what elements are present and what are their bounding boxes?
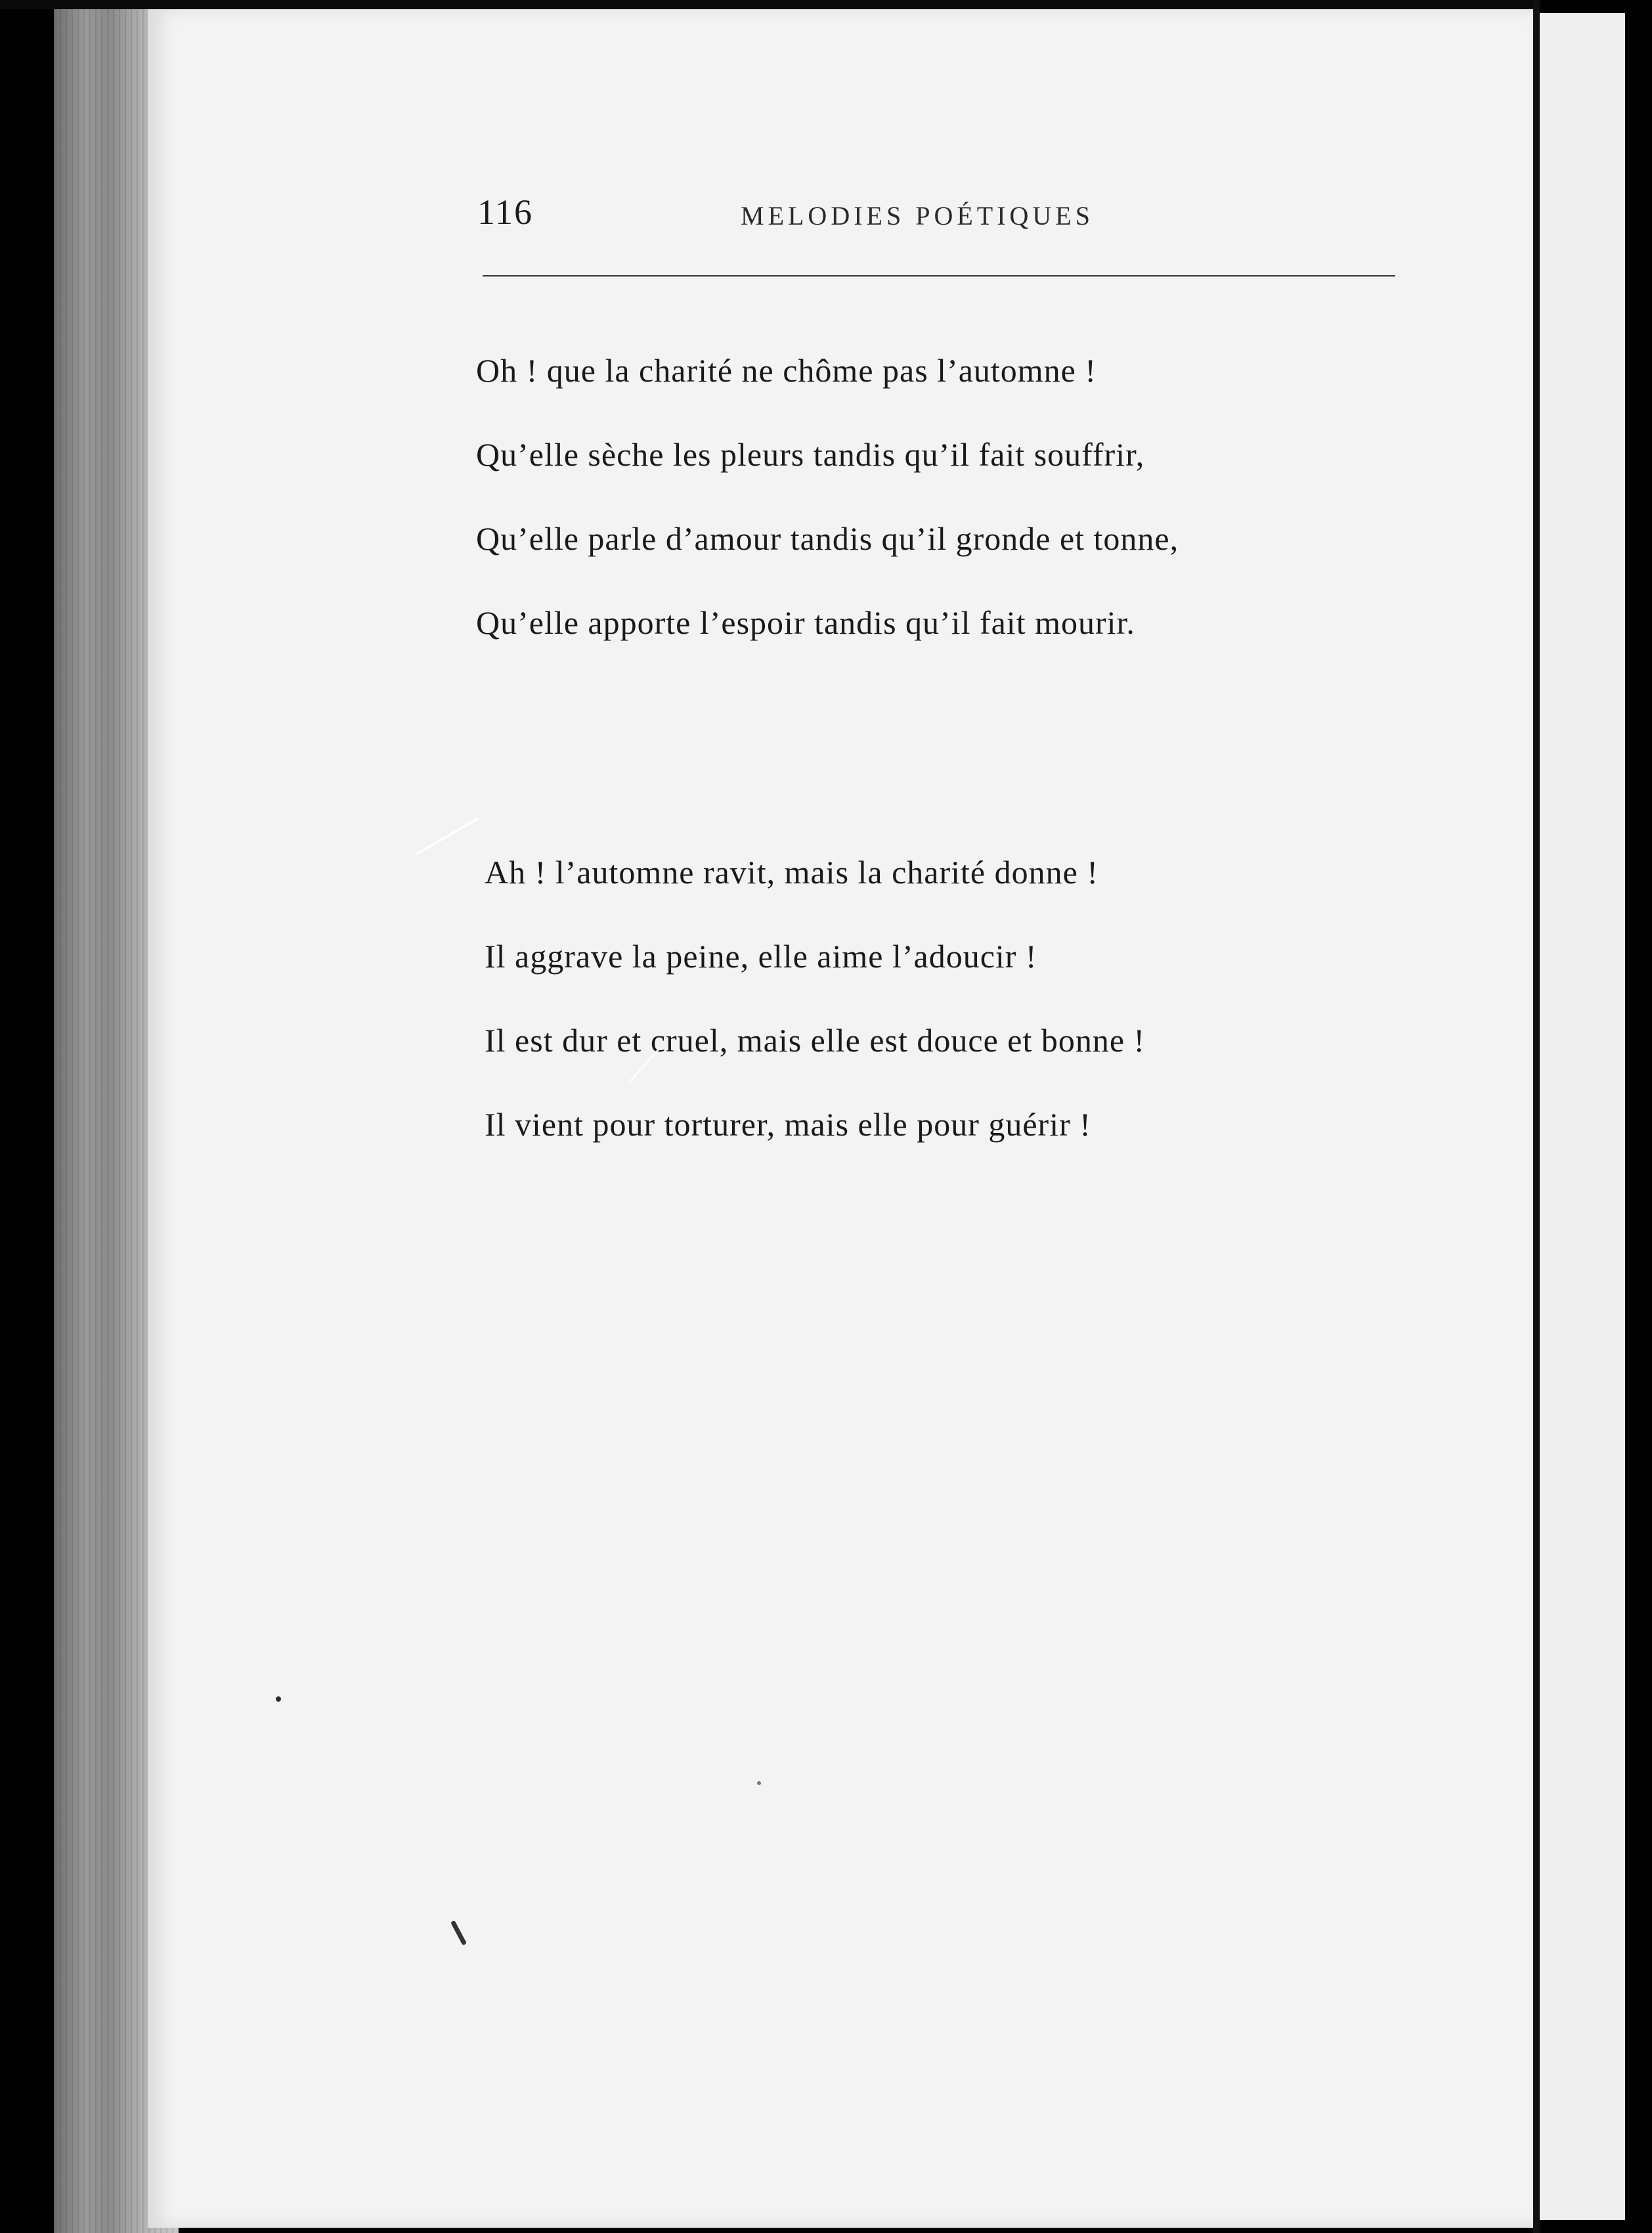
page-number: 116 xyxy=(477,192,533,232)
verse-line: Qu’elle parle d’amour tandis qu’il gronde et tonne, xyxy=(476,520,1179,557)
scan-speck xyxy=(276,1696,281,1702)
facing-page-sliver xyxy=(1540,13,1625,2220)
running-title: MELODIES POÉTIQUES xyxy=(741,201,1094,231)
verse-line: Qu’elle apporte l’espoir tandis qu’il fait mourir. xyxy=(476,604,1135,641)
header-rule xyxy=(483,275,1395,276)
verse-line: Il aggrave la peine, elle aime l’adoucir ! xyxy=(485,938,1037,975)
scan-right-border xyxy=(1625,0,1652,2233)
scan-speck xyxy=(757,1781,761,1785)
verse-line: Qu’elle sèche les pleurs tandis qu’il fait souffrir, xyxy=(476,436,1145,473)
stanza-2 xyxy=(485,830,1145,1166)
scan-top-border xyxy=(0,0,1533,9)
verse-line: Oh ! que la charité ne chôme pas l’automne ! xyxy=(476,352,1097,389)
stanza-1 xyxy=(476,328,1179,665)
gutter-edge xyxy=(1533,0,1540,2233)
verse-line: Il vient pour torturer, mais elle pour guérir ! xyxy=(485,1106,1091,1143)
verse-line: Il est dur et cruel, mais elle est douce et bonne ! xyxy=(485,1022,1146,1059)
verse-line: Ah ! l’automne ravit, mais la charité donne ! xyxy=(485,854,1098,891)
